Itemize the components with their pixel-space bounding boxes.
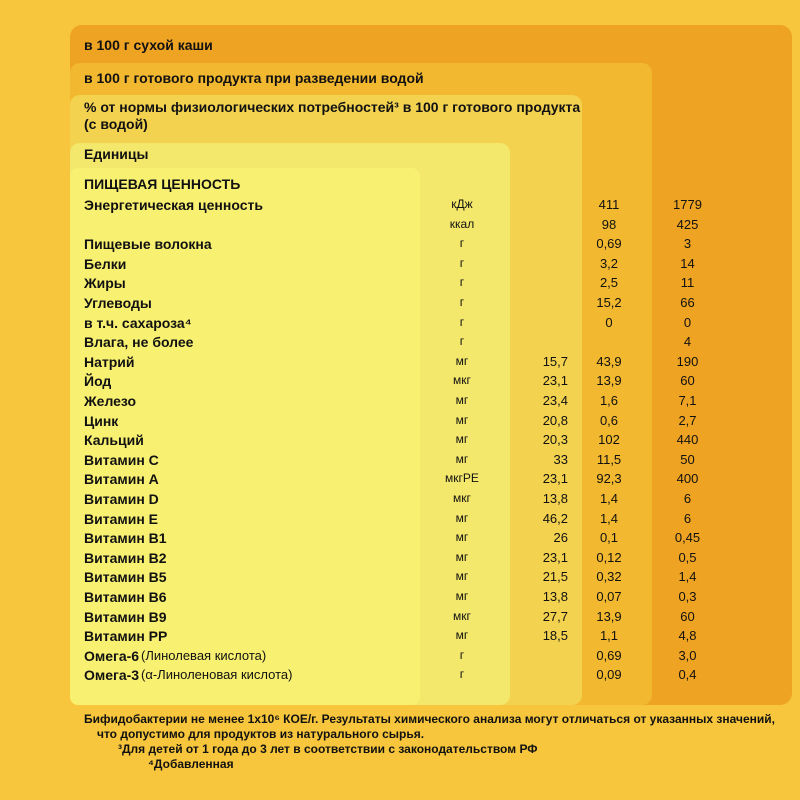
dry-cell: 6 xyxy=(683,491,692,506)
dry-cell: 4 xyxy=(683,334,692,350)
nutrient-name: Цинк xyxy=(84,412,119,429)
table-row xyxy=(0,217,800,237)
unit-cell: ккал xyxy=(449,216,475,231)
percent-cell: 23,1 xyxy=(542,471,568,487)
dry-cell: 400 xyxy=(676,471,699,487)
table-row xyxy=(0,275,800,295)
unit-cell: мг xyxy=(455,412,469,427)
table-row xyxy=(0,511,800,531)
unit-cell: мкг xyxy=(453,608,471,623)
ready-cell: 0 xyxy=(605,314,613,330)
ready-cell: 102 xyxy=(598,432,620,448)
ready-cell: 0,6 xyxy=(599,412,619,428)
footnote-line2: что допустимо для продуктов из натурального сырья. xyxy=(97,727,425,741)
nutrient-name: Витамин Е xyxy=(84,510,159,527)
ready-cell: 411 xyxy=(598,197,620,212)
dry-cell: 0 xyxy=(683,314,692,330)
nutrient-name: Витамин В9 xyxy=(84,608,167,625)
dry-cell: 0,5 xyxy=(678,549,697,565)
dry-cell: 11 xyxy=(680,275,695,291)
dry-cell: 190 xyxy=(676,353,699,369)
dry-cell: 14 xyxy=(680,255,695,271)
table-row xyxy=(0,609,800,629)
ready-cell: 0,69 xyxy=(596,236,622,252)
table-row xyxy=(0,432,800,452)
dry-cell: 66 xyxy=(680,295,695,310)
unit-cell: мкг xyxy=(453,373,471,388)
unit-cell: г xyxy=(459,255,465,270)
table-row xyxy=(0,550,800,570)
percent-cell: 21,5 xyxy=(542,569,568,585)
dry-cell: 440 xyxy=(676,432,699,448)
percent-cell: 18,5 xyxy=(542,628,568,644)
percent-cell: 20,8 xyxy=(542,412,568,428)
percent-cell: 33 xyxy=(553,451,568,467)
unit-cell: г xyxy=(459,275,465,290)
table-row xyxy=(0,648,800,668)
dry-cell: 60 xyxy=(680,608,695,624)
dry-cell: 60 xyxy=(680,373,695,389)
ready-cell: 43,9 xyxy=(596,353,622,369)
dry-cell: 0,45 xyxy=(674,530,701,546)
ready-cell: 0,09 xyxy=(596,667,622,683)
percent-cell: 26 xyxy=(553,530,568,546)
unit-cell: кДж xyxy=(451,197,473,211)
unit-cell: мг xyxy=(455,432,469,447)
header-ready: в 100 г готового продукта при разведении водой xyxy=(84,70,424,86)
table-row xyxy=(0,373,800,393)
nutrient-name: Йод xyxy=(84,373,112,390)
dry-cell: 50 xyxy=(680,451,695,467)
dry-cell: 3 xyxy=(683,236,692,252)
header-units: Единицы xyxy=(84,146,149,162)
nutrient-name: Витамин В6 xyxy=(84,589,167,605)
dry-cell: 0,3 xyxy=(678,589,697,604)
percent-cell: 27,7 xyxy=(542,608,568,624)
dry-cell: 4,8 xyxy=(678,628,697,644)
footnote-line4: ⁴Добавленная xyxy=(148,757,234,771)
percent-cell: 20,3 xyxy=(542,432,568,448)
unit-cell: мкг xyxy=(453,491,471,505)
footnotes xyxy=(84,712,790,772)
nutrient-name: Влага, не более xyxy=(84,334,194,351)
ready-cell: 1,4 xyxy=(599,510,619,526)
table-row xyxy=(0,530,800,550)
unit-cell: г xyxy=(459,647,465,662)
unit-cell: мг xyxy=(455,393,469,407)
nutrient-name: Углеводы xyxy=(84,295,152,311)
footnote-line1: Бифидобактерии не менее 1х10⁶ КОЕ/г. Результаты химического анализа могут отличаться от указанных значений, xyxy=(84,712,775,726)
dry-cell: 6 xyxy=(683,510,692,526)
table-row xyxy=(0,452,800,472)
unit-cell: г xyxy=(459,314,465,329)
ready-cell: 1,1 xyxy=(599,628,619,644)
table-row xyxy=(0,491,800,511)
nutrient-name: Витамин С xyxy=(84,451,159,468)
dry-cell: 2,7 xyxy=(678,412,697,428)
percent-cell: 15,7 xyxy=(542,353,568,369)
nutrient-name: Витамин В2 xyxy=(84,549,167,566)
dry-cell: 425 xyxy=(676,216,699,232)
table-row xyxy=(0,354,800,374)
percent-cell: 46,2 xyxy=(542,510,568,526)
ready-cell: 3,2 xyxy=(599,255,619,271)
ready-cell: 92,3 xyxy=(596,471,622,487)
ready-cell: 98 xyxy=(601,216,617,232)
table-row xyxy=(0,197,800,217)
nutrient-name: Пищевые волокна xyxy=(84,236,212,253)
table-row xyxy=(0,236,800,256)
nutrient-name: Жиры xyxy=(84,275,126,292)
header-percent-line1: % от нормы физиологических потребностей³ в 100 г готового продукта xyxy=(84,99,581,115)
unit-cell: мг xyxy=(455,510,469,525)
table-row xyxy=(0,393,800,413)
table-row xyxy=(0,471,800,491)
nutrient-name: Витамин В5 xyxy=(84,569,167,586)
ready-cell: 11,5 xyxy=(596,451,622,467)
unit-cell: мг xyxy=(455,451,469,466)
percent-cell: 23,1 xyxy=(542,373,568,389)
table-row xyxy=(0,569,800,589)
nutrient-name: Железо xyxy=(84,393,137,409)
ready-cell: 0,07 xyxy=(596,589,622,604)
dry-cell: 3,0 xyxy=(678,647,697,663)
nutrient-name: Энергетическая ценность xyxy=(84,197,263,213)
dry-cell: 7,1 xyxy=(678,393,697,408)
ready-cell: 0,12 xyxy=(596,549,622,565)
nutrient-name: Витамин В1 xyxy=(84,530,167,547)
table-row xyxy=(0,315,800,335)
unit-cell: г xyxy=(459,334,465,349)
table-row xyxy=(0,334,800,354)
dry-cell: 0,4 xyxy=(678,667,697,683)
nutrient-note: (α-Линоленовая кислота) xyxy=(141,667,293,683)
header-percent-line2: (с водой) xyxy=(84,116,148,132)
ready-cell: 13,9 xyxy=(596,373,622,389)
ready-cell: 2,5 xyxy=(599,275,619,291)
unit-cell: мкгРЕ xyxy=(445,471,479,486)
nutrient-name: Омега-6 xyxy=(84,647,140,664)
nutrient-name: Витамин А xyxy=(84,471,159,488)
unit-cell: мг xyxy=(455,628,469,643)
ready-cell: 0,69 xyxy=(596,647,622,663)
unit-cell: мг xyxy=(455,353,469,368)
unit-cell: мг xyxy=(455,549,469,564)
table-row xyxy=(0,628,800,648)
nutrient-name: Натрий xyxy=(84,353,135,370)
table-row xyxy=(0,295,800,315)
table-row xyxy=(0,589,800,609)
header-percent xyxy=(84,99,584,133)
unit-cell: мг xyxy=(455,530,469,545)
nutrient-name: Белки xyxy=(84,255,127,272)
ready-cell: 13,9 xyxy=(596,608,622,624)
dry-cell: 1779 xyxy=(673,197,702,212)
ready-cell: 1,4 xyxy=(599,491,619,506)
unit-cell: г xyxy=(459,295,465,309)
unit-cell: мг xyxy=(455,589,469,603)
nutrient-note: (Линолевая кислота) xyxy=(141,647,267,663)
header-dry: в 100 г сухой каши xyxy=(84,37,213,53)
ready-cell: 15,2 xyxy=(596,295,622,310)
dry-cell: 1,4 xyxy=(678,569,697,585)
table-row xyxy=(0,413,800,433)
ready-cell: 0,1 xyxy=(599,530,619,546)
nutrient-name: Витамин D xyxy=(84,491,159,507)
nutrient-name: Витамин РР xyxy=(84,628,168,645)
unit-cell: г xyxy=(459,236,465,251)
unit-cell: мг xyxy=(455,569,469,584)
percent-cell: 23,4 xyxy=(542,393,568,408)
nutrient-name: в т.ч. сахароза⁴ xyxy=(84,314,192,331)
ready-cell: 0,32 xyxy=(596,569,622,585)
footnote-line3: ³Для детей от 1 года до 3 лет в соответствии с законодательством РФ xyxy=(118,742,538,756)
nutrient-name: Омега-3 xyxy=(84,667,140,684)
table-row xyxy=(0,667,800,687)
percent-cell: 13,8 xyxy=(542,491,568,506)
section-title: ПИЩЕВАЯ ЦЕННОСТЬ xyxy=(84,176,241,192)
table-row xyxy=(0,256,800,276)
percent-cell: 23,1 xyxy=(542,549,568,565)
unit-cell: г xyxy=(459,667,465,682)
ready-cell: 1,6 xyxy=(599,393,619,408)
nutrient-name: Кальций xyxy=(84,432,144,449)
percent-cell: 13,8 xyxy=(542,589,568,604)
